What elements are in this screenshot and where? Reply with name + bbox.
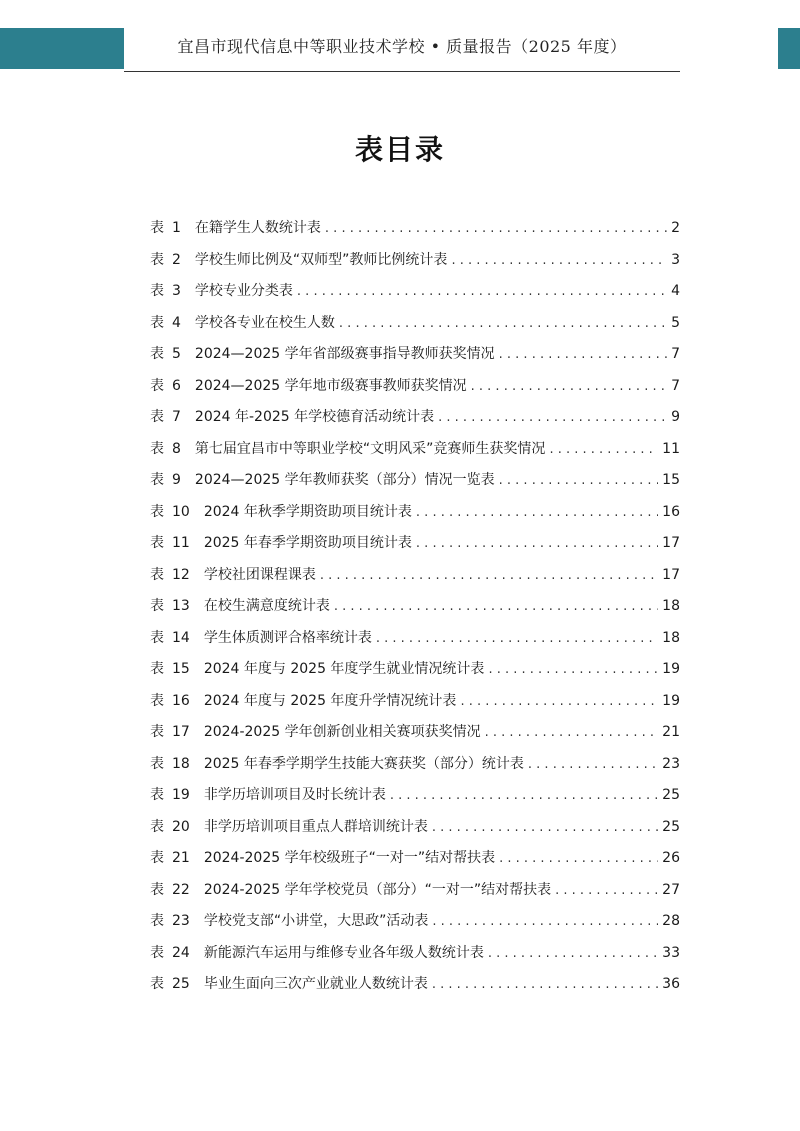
toc-entry-title: 学校党支部“小讲堂，大思政”活动表 bbox=[203, 913, 429, 929]
toc-entry-title: 2024 年度与 2025 年度升学情况统计表 bbox=[203, 692, 457, 709]
toc-dot-leader bbox=[297, 276, 667, 308]
toc-entry-prefix: 表 bbox=[150, 220, 164, 236]
toc-dot-leader bbox=[451, 245, 667, 277]
toc-entry-page-number: 21 bbox=[662, 724, 680, 740]
toc-entry-title: 学校专业分类表 bbox=[194, 283, 293, 299]
toc-entry-prefix: 表 bbox=[150, 566, 164, 583]
toc-entry[interactable] bbox=[150, 213, 680, 245]
toc-entry-title: 2024-2025 学年创新创业相关赛项获奖情况 bbox=[203, 724, 481, 740]
toc-entry-title: 2025 年春季学期资助项目统计表 bbox=[203, 535, 412, 551]
toc-entry-page-number: 5 bbox=[671, 314, 680, 331]
toc-entry-prefix: 表 bbox=[150, 850, 164, 866]
toc-entry-prefix: 表 bbox=[150, 409, 164, 425]
toc-entry-prefix: 表 bbox=[150, 346, 164, 362]
toc-entry[interactable] bbox=[150, 560, 680, 592]
header-accent-band-right bbox=[778, 28, 800, 69]
toc-entry[interactable] bbox=[150, 434, 680, 466]
toc-entry-number: 8 bbox=[172, 440, 181, 457]
toc-entry-title: 2024 年度与 2025 年度学生就业情况统计表 bbox=[203, 661, 485, 677]
toc-dot-leader bbox=[325, 213, 667, 245]
toc-dot-leader bbox=[416, 497, 658, 529]
toc-dot-leader bbox=[460, 686, 658, 718]
toc-entry-number: 15 bbox=[172, 661, 190, 677]
toc-entry-title: 学校社团课程课表 bbox=[203, 566, 316, 583]
toc-entry-number: 21 bbox=[172, 850, 190, 866]
toc-entry-prefix: 表 bbox=[150, 535, 164, 551]
toc-entry-prefix: 表 bbox=[150, 692, 164, 709]
toc-entry-title: 学校生师比例及“双师型”教师比例统计表 bbox=[194, 251, 448, 268]
toc-entry-title: 2024—2025 学年地市级赛事教师获奖情况 bbox=[194, 377, 467, 394]
toc-entry-prefix: 表 bbox=[150, 629, 164, 646]
toc-entry-number: 1 bbox=[172, 220, 181, 236]
toc-entry-title: 毕业生面向三次产业就业人数统计表 bbox=[203, 976, 428, 992]
toc-entry-page-number: 26 bbox=[662, 850, 680, 866]
toc-entry-page-number: 28 bbox=[662, 913, 680, 929]
toc-entry-page-number: 17 bbox=[662, 535, 680, 551]
toc-dot-leader bbox=[334, 591, 658, 623]
toc-entry[interactable] bbox=[150, 938, 680, 970]
toc-entry-page-number: 18 bbox=[662, 629, 680, 646]
toc-entry-prefix: 表 bbox=[150, 944, 164, 961]
toc-entry-page-number: 4 bbox=[671, 283, 680, 299]
table-of-tables-list bbox=[150, 213, 680, 1001]
toc-dot-leader bbox=[339, 308, 667, 340]
toc-entry-title: 非学历培训项目及时长统计表 bbox=[203, 787, 386, 803]
toc-entry-page-number: 11 bbox=[662, 440, 680, 457]
toc-entry-number: 6 bbox=[172, 377, 181, 394]
toc-dot-leader bbox=[376, 623, 658, 655]
toc-entry-prefix: 表 bbox=[150, 755, 164, 772]
toc-entry[interactable] bbox=[150, 308, 680, 340]
toc-entry-prefix: 表 bbox=[150, 724, 164, 740]
toc-dot-leader bbox=[390, 780, 658, 812]
toc-entry-number: 14 bbox=[172, 629, 190, 646]
toc-entry-number: 25 bbox=[172, 976, 190, 992]
toc-dot-leader bbox=[499, 465, 659, 497]
toc-entry[interactable] bbox=[150, 402, 680, 434]
toc-entry-page-number: 36 bbox=[662, 976, 680, 992]
toc-entry-page-number: 25 bbox=[662, 787, 680, 803]
toc-entry-page-number: 3 bbox=[671, 251, 680, 268]
toc-entry[interactable] bbox=[150, 875, 680, 907]
toc-entry-page-number: 23 bbox=[662, 755, 680, 772]
toc-entry-number: 5 bbox=[172, 346, 181, 362]
toc-dot-leader bbox=[499, 339, 667, 371]
toc-entry[interactable] bbox=[150, 749, 680, 781]
toc-entry-number: 18 bbox=[172, 755, 190, 772]
toc-entry-title: 新能源汽车运用与维修专业各年级人数统计表 bbox=[203, 944, 484, 961]
toc-entry-prefix: 表 bbox=[150, 503, 164, 520]
toc-entry-prefix: 表 bbox=[150, 787, 164, 803]
toc-entry-page-number: 19 bbox=[662, 692, 680, 709]
toc-entry-page-number: 15 bbox=[662, 472, 680, 488]
toc-entry-prefix: 表 bbox=[150, 314, 164, 331]
toc-entry-page-number: 7 bbox=[671, 346, 680, 362]
toc-entry-page-number: 16 bbox=[662, 503, 680, 520]
toc-entry-title: 2024-2025 学年学校党员（部分）“一对一”结对帮扶表 bbox=[203, 881, 552, 898]
toc-entry-prefix: 表 bbox=[150, 472, 164, 488]
toc-entry[interactable] bbox=[150, 245, 680, 277]
toc-entry-prefix: 表 bbox=[150, 251, 164, 268]
toc-entry-number: 17 bbox=[172, 724, 190, 740]
toc-entry[interactable] bbox=[150, 371, 680, 403]
toc-dot-leader bbox=[528, 749, 658, 781]
toc-entry-title: 学校各专业在校生人数 bbox=[194, 314, 335, 331]
toc-dot-leader bbox=[432, 906, 658, 938]
toc-entry[interactable] bbox=[150, 339, 680, 371]
running-header-title: 宜昌市现代信息中等职业技术学校 • 质量报告（2025 年度） bbox=[177, 37, 627, 56]
toc-entry-page-number: 7 bbox=[671, 377, 680, 394]
toc-dot-leader bbox=[488, 938, 658, 970]
toc-entry[interactable] bbox=[150, 780, 680, 812]
toc-entry-number: 2 bbox=[172, 251, 181, 268]
toc-entry-prefix: 表 bbox=[150, 818, 164, 835]
toc-entry-number: 13 bbox=[172, 598, 190, 614]
toc-entry-title: 非学历培训项目重点人群培训统计表 bbox=[203, 818, 428, 835]
toc-entry-prefix: 表 bbox=[150, 283, 164, 299]
toc-entry[interactable] bbox=[150, 528, 680, 560]
toc-entry-number: 4 bbox=[172, 314, 181, 331]
toc-entry[interactable] bbox=[150, 497, 680, 529]
toc-dot-leader bbox=[432, 812, 658, 844]
toc-dot-leader bbox=[499, 843, 658, 875]
toc-dot-leader bbox=[485, 717, 659, 749]
toc-entry-prefix: 表 bbox=[150, 881, 164, 898]
toc-entry-title: 2024-2025 学年校级班子“一对一”结对帮扶表 bbox=[203, 850, 496, 866]
toc-entry-number: 19 bbox=[172, 787, 190, 803]
toc-dot-leader bbox=[471, 371, 667, 403]
toc-entry-page-number: 25 bbox=[662, 818, 680, 835]
toc-entry-number: 12 bbox=[172, 566, 190, 583]
toc-entry-title: 2024 年-2025 年学校德育活动统计表 bbox=[194, 409, 435, 425]
toc-entry-number: 3 bbox=[172, 283, 181, 299]
toc-entry-number: 23 bbox=[172, 913, 190, 929]
toc-entry[interactable] bbox=[150, 465, 680, 497]
toc-dot-leader bbox=[549, 434, 658, 466]
toc-entry[interactable] bbox=[150, 686, 680, 718]
toc-dot-leader bbox=[438, 402, 667, 434]
page-title: 表目录 bbox=[354, 133, 445, 166]
toc-dot-leader bbox=[320, 560, 658, 592]
toc-entry-prefix: 表 bbox=[150, 598, 164, 614]
toc-entry-title: 2024—2025 学年省部级赛事指导教师获奖情况 bbox=[194, 346, 495, 362]
toc-dot-leader bbox=[488, 654, 658, 686]
toc-entry-page-number: 17 bbox=[662, 566, 680, 583]
toc-dot-leader bbox=[416, 528, 658, 560]
toc-entry-title: 在籍学生人数统计表 bbox=[194, 220, 321, 236]
toc-entry[interactable] bbox=[150, 623, 680, 655]
toc-entry[interactable] bbox=[150, 812, 680, 844]
toc-entry-number: 7 bbox=[172, 409, 181, 425]
toc-entry-number: 22 bbox=[172, 881, 190, 898]
toc-entry-title: 学生体质测评合格率统计表 bbox=[203, 629, 372, 646]
toc-entry[interactable] bbox=[150, 906, 680, 938]
toc-entry-prefix: 表 bbox=[150, 976, 164, 992]
toc-entry[interactable] bbox=[150, 969, 680, 1001]
toc-entry-page-number: 2 bbox=[671, 220, 680, 236]
header-divider bbox=[124, 71, 680, 72]
toc-entry[interactable] bbox=[150, 591, 680, 623]
toc-entry-page-number: 19 bbox=[662, 661, 680, 677]
toc-entry-title: 2025 年春季学期学生技能大赛获奖（部分）统计表 bbox=[203, 755, 524, 772]
toc-entry-title: 2024—2025 学年教师获奖（部分）情况一览表 bbox=[194, 472, 495, 488]
toc-entry-title: 第七届宜昌市中等职业学校“文明风采”竞赛师生获奖情况 bbox=[194, 440, 546, 457]
header-accent-band-left bbox=[0, 28, 124, 69]
toc-entry-number: 9 bbox=[172, 472, 181, 488]
toc-entry-prefix: 表 bbox=[150, 440, 164, 457]
toc-entry[interactable] bbox=[150, 654, 680, 686]
toc-entry-number: 20 bbox=[172, 818, 190, 835]
toc-entry[interactable] bbox=[150, 717, 680, 749]
toc-entry-prefix: 表 bbox=[150, 377, 164, 394]
toc-dot-leader bbox=[555, 875, 658, 907]
toc-entry[interactable] bbox=[150, 843, 680, 875]
toc-entry-prefix: 表 bbox=[150, 661, 164, 677]
toc-entry-page-number: 33 bbox=[662, 944, 680, 961]
toc-entry-number: 10 bbox=[172, 503, 190, 520]
toc-entry-page-number: 27 bbox=[662, 881, 680, 898]
toc-entry-title: 2024 年秋季学期资助项目统计表 bbox=[203, 503, 412, 520]
toc-entry-title: 在校生满意度统计表 bbox=[203, 598, 330, 614]
toc-entry-number: 24 bbox=[172, 944, 190, 961]
toc-entry-prefix: 表 bbox=[150, 913, 164, 929]
toc-entry-number: 16 bbox=[172, 692, 190, 709]
toc-entry-number: 11 bbox=[172, 535, 190, 551]
toc-dot-leader bbox=[432, 969, 658, 1001]
toc-entry-page-number: 18 bbox=[662, 598, 680, 614]
toc-entry[interactable] bbox=[150, 276, 680, 308]
toc-entry-page-number: 9 bbox=[671, 409, 680, 425]
